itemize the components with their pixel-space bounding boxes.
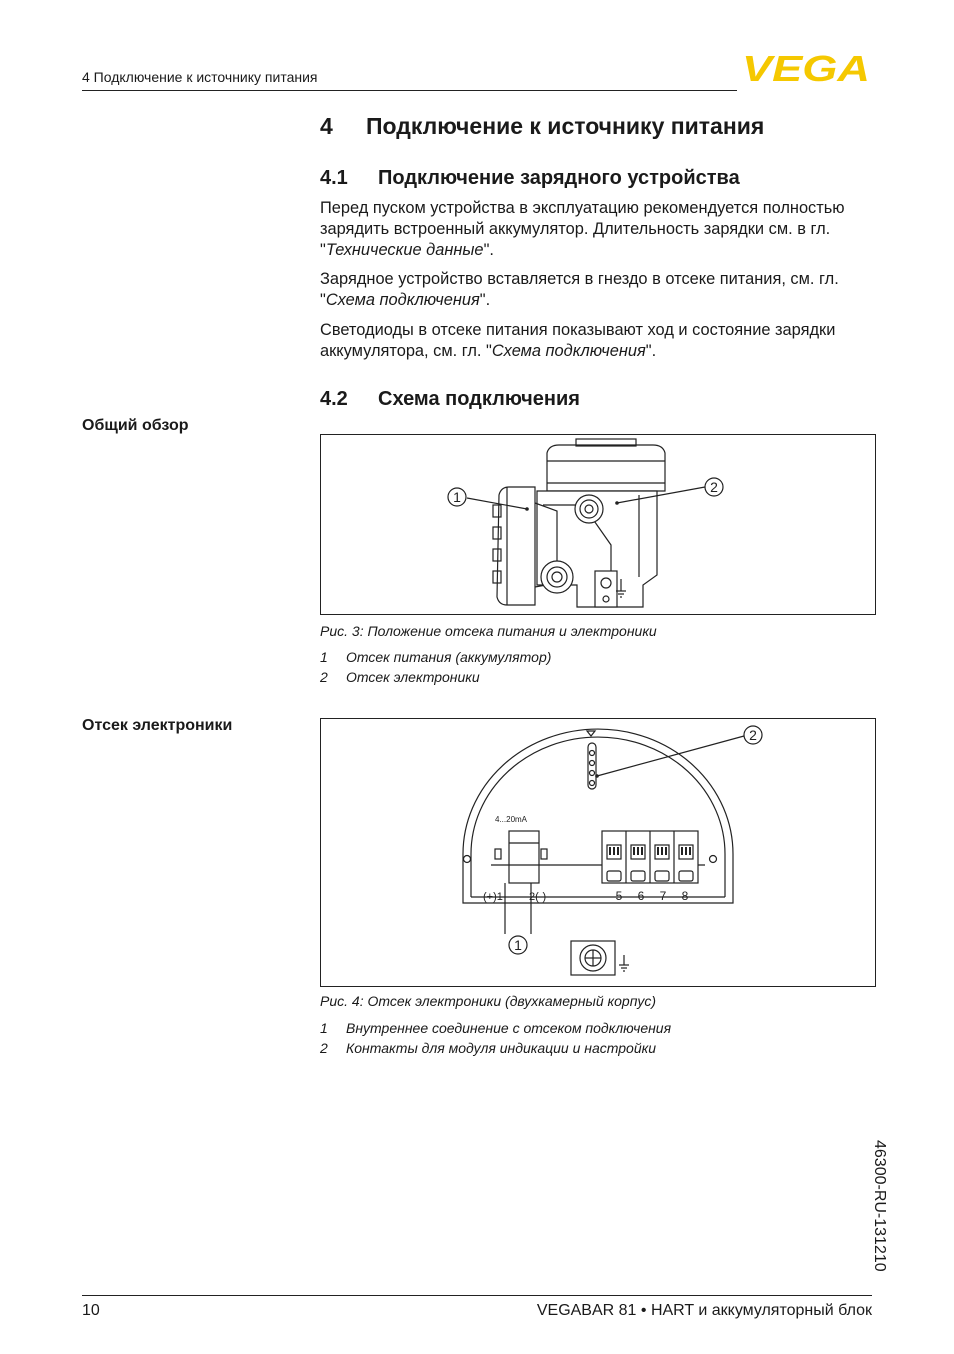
footer-rule xyxy=(82,1295,872,1296)
paragraph-1: Перед пуском устройства в эксплуатацию рекомендуется полностью зарядить встроенный аккумулятор. Длительность зарядки см. в гл. "Технические данные". xyxy=(320,199,845,259)
product-name: VEGABAR 81 • HART и аккумуляторный блок xyxy=(536,1302,872,1319)
side-heading-electronics: Отсек электроники xyxy=(82,717,233,734)
page-number: 10 xyxy=(82,1302,100,1319)
callout-1: 1 xyxy=(514,937,522,953)
vega-logo xyxy=(742,52,872,84)
figure-4-legend xyxy=(320,1018,671,1058)
paragraph-3: Светодиоды в отсеке питания показывают ход и состояние зарядки аккумулятора, см. гл. "Схема подключения". xyxy=(320,321,836,360)
figure-3-legend xyxy=(320,647,551,687)
callout-1: 1 xyxy=(453,489,461,505)
logo-text: VEGA xyxy=(742,52,870,84)
electronics-compartment-drawing xyxy=(321,719,875,986)
reference-link: Схема подключения xyxy=(325,291,480,309)
callout-2: 2 xyxy=(710,479,718,495)
terminal-label: 6 xyxy=(637,889,645,903)
figure-3 xyxy=(320,434,876,615)
section-4-1-heading xyxy=(320,167,740,190)
section-4-2-number: 4.2 xyxy=(320,388,348,410)
chapter-title: Подключение к источнику питания xyxy=(366,113,765,139)
running-header: 4 Подключение к источнику питания xyxy=(82,69,318,85)
terminal-plus-label: (+)1 xyxy=(483,891,503,903)
figure-3-caption: Рис. 3: Положение отсека питания и электроники xyxy=(320,623,657,639)
figure-4-caption: Рис. 4: Отсек электроники (двухкамерный корпус) xyxy=(320,993,657,1009)
terminal-minus-label: 2(-) xyxy=(529,891,547,903)
current-loop-label: 4...20mA xyxy=(495,815,528,824)
legend-item: 1 Внутреннее соединение с отсеком подключения xyxy=(320,1020,672,1036)
chapter-heading xyxy=(320,113,764,140)
side-heading-overview: Общий обзор xyxy=(82,417,189,434)
paragraph-2: Зарядное устройство вставляется в гнездо в отсеке питания, см. гл. "Схема подключения". xyxy=(320,270,839,309)
section-4-2-heading xyxy=(320,388,580,411)
legend-item: 2 Контакты для модуля индикации и настройки xyxy=(320,1040,657,1056)
chapter-number: 4 xyxy=(320,113,333,139)
reference-link: Технические данные xyxy=(325,241,484,259)
housing-drawing xyxy=(321,435,875,614)
section-4-2-title: Схема подключения xyxy=(378,388,580,410)
document-number: 46300-RU-131210 xyxy=(871,1140,888,1272)
terminal-label: 7 xyxy=(659,889,667,903)
terminal-label: 8 xyxy=(681,889,689,903)
figure-4 xyxy=(320,718,876,987)
terminal-label: 5 xyxy=(615,889,623,903)
section-4-1-title: Подключение зарядного устройства xyxy=(378,167,740,189)
legend-item: 1 Отсек питания (аккумулятор) xyxy=(320,649,552,665)
header-rule xyxy=(82,90,737,91)
callout-2: 2 xyxy=(749,727,757,743)
reference-link: Схема подключения xyxy=(491,342,646,360)
section-4-1-number: 4.1 xyxy=(320,167,348,189)
legend-item: 2 Отсек электроники xyxy=(320,669,480,685)
